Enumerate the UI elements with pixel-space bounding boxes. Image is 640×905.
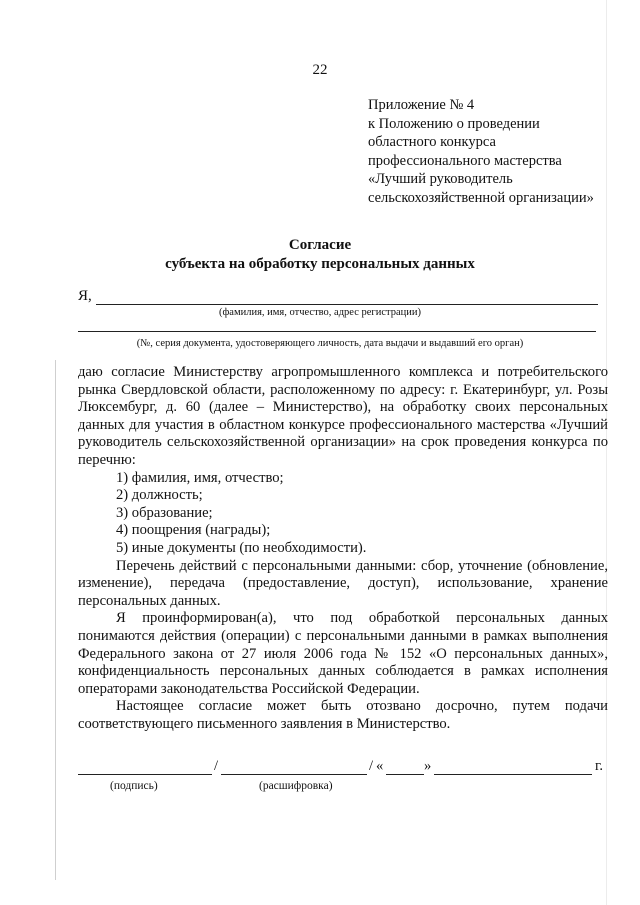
name-fill-line	[78, 288, 598, 305]
quote-close: »	[424, 758, 432, 774]
name-blank[interactable]	[96, 291, 598, 305]
decode-caption: (расшифровка)	[259, 780, 333, 792]
quote-open: «	[376, 758, 384, 774]
year-suffix: г.	[595, 758, 603, 774]
appendix-line: областного конкурса	[368, 134, 496, 151]
slash-separator: /	[369, 758, 374, 774]
appendix-line: сельскохозяйственной организации»	[368, 189, 594, 206]
title-line: субъекта на обработку персональных данных	[165, 256, 475, 272]
actions-paragraph: Перечень действий с персональными данными: сбор, уточнение (обновление, изменение), передача (предоставление, доступ), использование, хранение персональных данных.	[78, 557, 608, 609]
list-item: 1) фамилия, имя, отчество;	[116, 469, 284, 486]
list-item: 2) должность;	[116, 487, 203, 504]
form-prefix: Я,	[78, 288, 92, 304]
page-number: 22	[312, 62, 328, 78]
appendix-line: «Лучший руководитель	[368, 171, 513, 188]
slash-separator: /	[214, 758, 219, 774]
document-blank[interactable]	[78, 331, 596, 332]
scan-edge-left	[55, 360, 56, 880]
signature-row	[78, 757, 610, 775]
list-item: 4) поощрения (награды);	[116, 522, 271, 539]
decode-blank[interactable]	[221, 774, 367, 775]
appendix-header	[368, 96, 630, 208]
title-line: Согласие	[288, 237, 352, 253]
consent-body	[78, 364, 608, 733]
appendix-line: профессионального мастерства	[368, 152, 562, 169]
consent-paragraph: даю согласие Министерству агропромышленного комплекса и потребительского рынка Свердловской области, расположенному по адресу: г. Екатеринбург, ул. Розы Люксембург, д. 60 (далее – Министерство), на обработку своих персональных данных для участия в областном конкурсе профессионального мастерства «Лучший руководитель сельскохозяйственной организации» на срок проведения конкурса по перечню:	[78, 364, 608, 468]
informed-paragraph: Я проинформирован(а), что под обработкой персональных данных понимаются действия (операции) с персональными данными в рамках выполнения Федерального закона от 27 июля 2006 года № 152 «О персональных данных», конфиденциальность персональных данных соблюдается в рамках исполнения операторами законодательства Российской Федерации.	[78, 610, 608, 697]
appendix-line: к Положению о проведении	[368, 115, 540, 132]
month-year-blank[interactable]	[434, 774, 592, 775]
appendix-line: Приложение № 4	[368, 97, 475, 113]
revocation-paragraph: Настоящее согласие может быть отозвано досрочно, путем подачи соответствующего письменного заявления в Министерство.	[78, 698, 608, 732]
document-caption: (№, серия документа, удостоверяющего личность, дата выдачи и выдавший его орган)	[136, 338, 524, 349]
day-blank[interactable]	[386, 774, 424, 775]
name-caption: (фамилия, имя, отчество, адрес регистрации)	[219, 307, 421, 318]
document-title	[0, 236, 640, 274]
signature-blank[interactable]	[78, 774, 212, 775]
list-item: 3) образование;	[116, 504, 213, 521]
signature-caption: (подпись)	[110, 780, 158, 792]
list-item: 5) иные документы (по необходимости).	[116, 539, 367, 556]
